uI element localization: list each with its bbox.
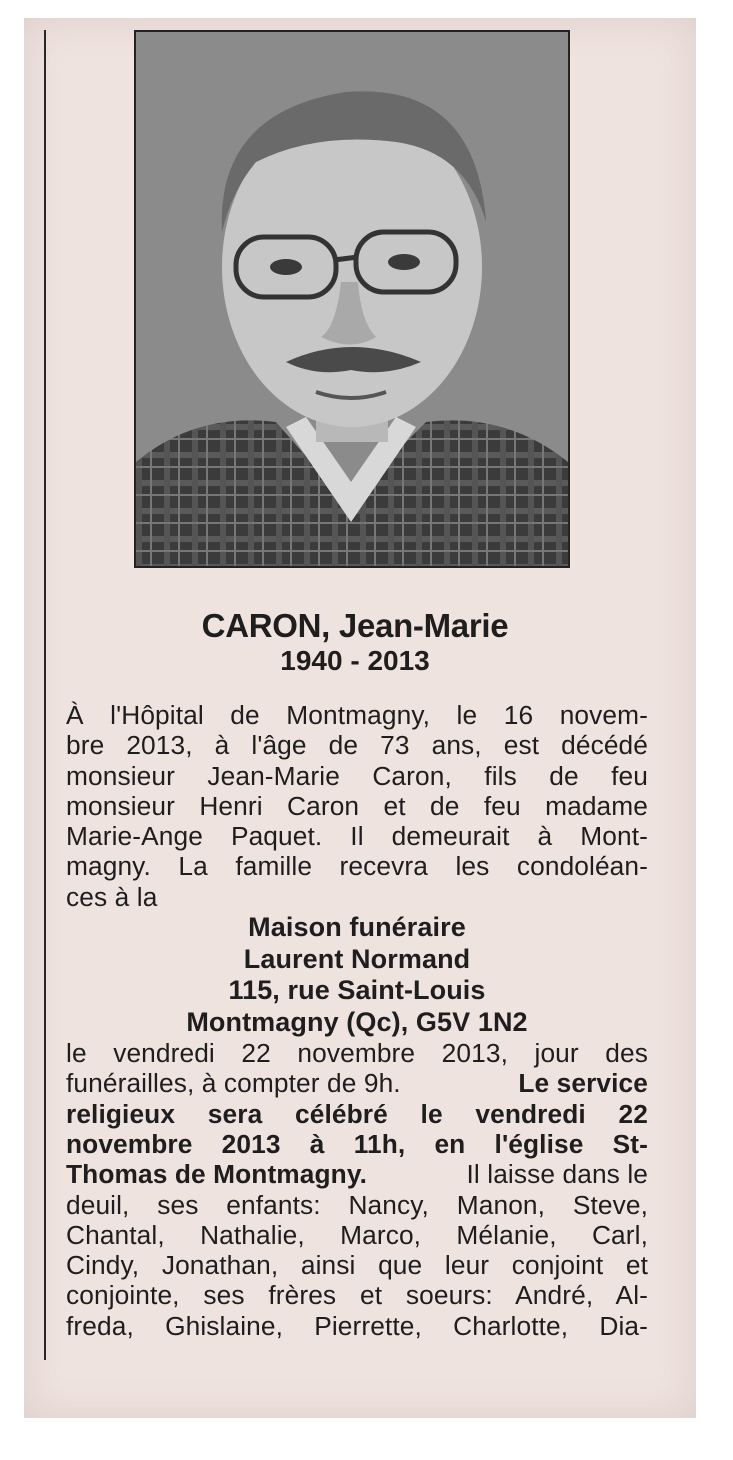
column-rule (44, 30, 46, 1360)
portrait-icon (136, 32, 568, 566)
funeral-home-name: Maison funéraire (248, 912, 466, 943)
text-line (66, 1068, 648, 1098)
text-fragment-bold: Le service (518, 1068, 648, 1099)
text-line: deuil, ses enfants: Nancy, Manon, Steve, (66, 1189, 648, 1220)
text-line-bold: religieux sera célébré le vendredi 22 (66, 1098, 648, 1129)
text-line: À l'Hôpital de Montmagny, le 16 novem- (66, 700, 648, 730)
funeral-home-street: 115, rue Saint-Louis (228, 975, 486, 1006)
text-line: conjointe, ses frères et soeurs: André, Al- (66, 1280, 648, 1311)
text-line (66, 1159, 648, 1189)
text-line: magny. La famille recevra les condoléan- (66, 851, 648, 882)
text-line: monsieur Henri Caron et de feu madame (66, 790, 648, 821)
text-fragment: funérailles, à compter de 9h. (66, 1068, 401, 1099)
intro-paragraph (66, 700, 648, 912)
funeral-home-owner: Laurent Normand (243, 943, 471, 974)
obituary-text (66, 700, 648, 1341)
text-line: Cindy, Jonathan, ainsi que leur conjoint et (66, 1250, 648, 1281)
portrait-photo (134, 30, 570, 568)
adjacent-column-bleed (580, 24, 690, 464)
text-line: Marie-Ange Paquet. Il demeurait à Mont- (66, 821, 648, 852)
funeral-home-address (66, 912, 648, 1038)
text-fragment-bold: Thomas de Montmagny. (66, 1159, 368, 1190)
text-line: le vendredi 22 novembre 2013, jour des (66, 1038, 648, 1069)
text-fragment: Il laisse dans le (466, 1159, 648, 1190)
funeral-home-city: Montmagny (Qc), G5V 1N2 (186, 1006, 528, 1037)
text-line: bre 2013, à l'âge de 73 ans, est décédé (66, 730, 648, 761)
text-line: monsieur Jean-Marie Caron, fils de feu (66, 760, 648, 791)
text-line: ces à la (66, 881, 158, 912)
deceased-name: CARON, Jean-Marie (201, 607, 509, 644)
text-line: Chantal, Nathalie, Marco, Mélanie, Carl, (66, 1219, 648, 1250)
life-years: 1940 - 2013 (280, 645, 430, 676)
text-line: freda, Ghislaine, Pierrette, Charlotte, Dia- (66, 1310, 648, 1341)
service-paragraph (66, 1038, 648, 1341)
text-line-bold: novembre 2013 à 11h, en l'église St- (66, 1128, 648, 1159)
